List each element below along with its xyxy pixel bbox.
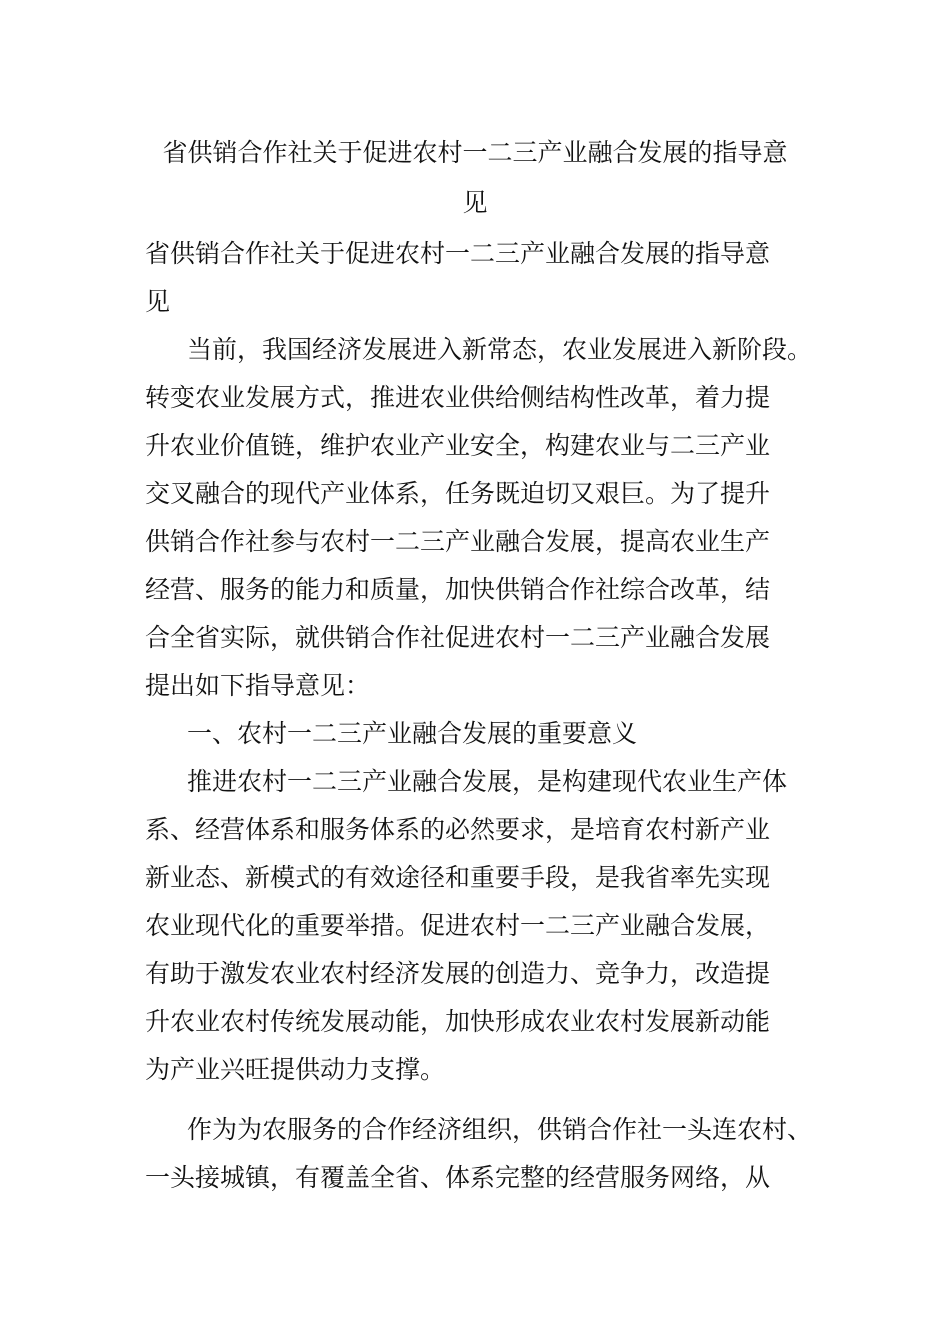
body-line: 一头接城镇，有覆盖全省、体系完整的经营服务网络，从	[145, 1163, 771, 1192]
document-body	[145, 230, 815, 1202]
body-line: 新业态、新模式的有效途径和重要手段，是我省率先实现	[145, 863, 771, 892]
body-line: 省供销合作社关于促进农村一二三产业融合发展的指导意	[145, 239, 771, 268]
title-line-1: 省供销合作社关于促进农村一二三产业融合发展的指导意	[162, 138, 788, 167]
body-line: 升农业农村传统发展动能，加快形成农业农村发展新动能	[145, 1007, 771, 1036]
body-line: 转变农业发展方式，推进农业供给侧结构性改革，着力提	[145, 383, 771, 412]
body-line: 农业现代化的重要举措。促进农村一二三产业融合发展，	[145, 911, 771, 940]
body-line: 升农业价值链，维护农业产业安全，构建农业与二三产业	[145, 431, 771, 460]
body-line: 经营、服务的能力和质量，加快供销合作社综合改革，结	[145, 575, 771, 604]
body-line: 作为为农服务的合作经济组织，供销合作社一头连农村、	[187, 1115, 813, 1144]
body-line: 系、经营体系和服务体系的必然要求，是培育农村新产业	[145, 815, 771, 844]
body-line: 合全省实际，就供销合作社促进农村一二三产业融合发展	[145, 623, 771, 652]
body-line: 推进农村一二三产业融合发展，是构建现代农业生产体	[187, 767, 788, 796]
body-line: 供销合作社参与农村一二三产业融合发展，提高农业生产	[145, 527, 771, 556]
title-line-2: 见	[462, 188, 488, 217]
body-line: 当前，我国经济发展进入新常态，农业发展进入新阶段。	[187, 335, 813, 364]
body-line: 交叉融合的现代产业体系，任务既迫切又艰巨。为了提升	[145, 479, 771, 508]
paragraph-gap	[145, 1094, 815, 1106]
body-line: 为产业兴旺提供动力支撑。	[145, 1055, 446, 1084]
body-line: 提出如下指导意见：	[145, 671, 371, 700]
body-line: 有助于激发农业农村经济发展的创造力、竞争力，改造提	[145, 959, 771, 988]
body-line: 一、农村一二三产业融合发展的重要意义	[187, 719, 638, 748]
document-title	[140, 128, 810, 228]
body-line: 见	[145, 287, 171, 316]
